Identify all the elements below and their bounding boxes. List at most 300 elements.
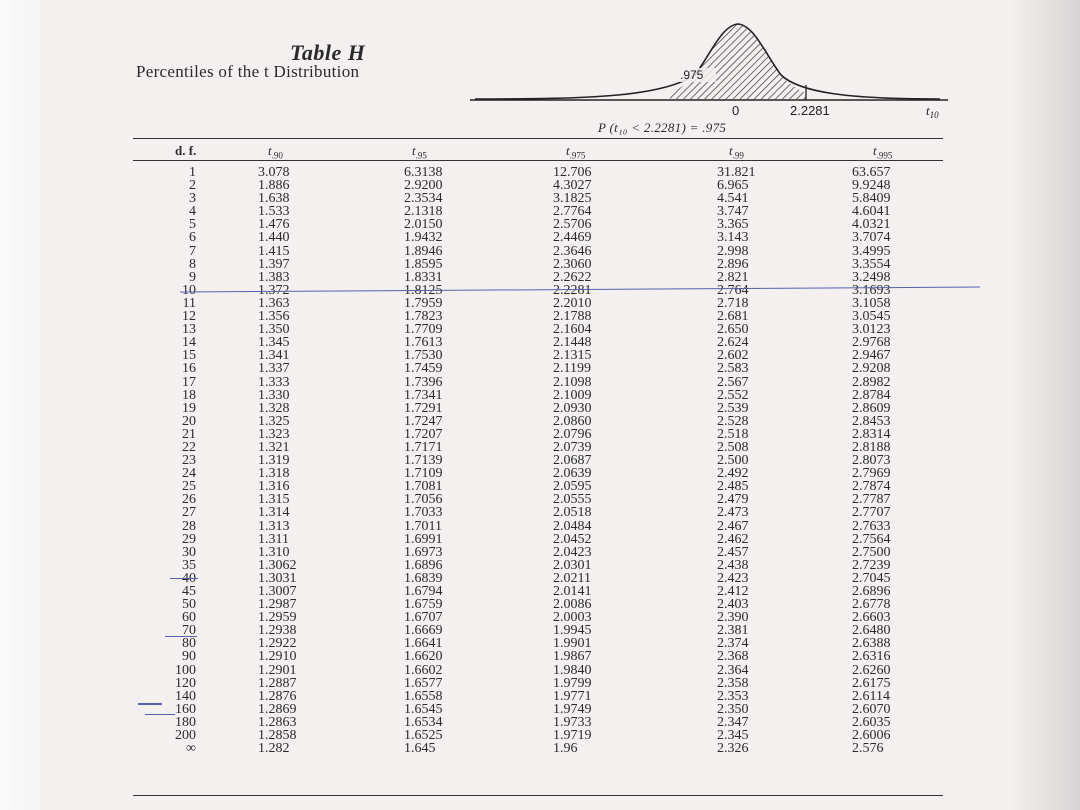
cell-df: 9	[189, 269, 196, 285]
cell-t90: 1.310	[258, 544, 290, 560]
table-row	[0, 677, 1080, 690]
cell-t95: 1.6641	[404, 636, 443, 652]
cell-t995: 2.6778	[852, 597, 891, 613]
cell-t99: 2.508	[717, 439, 749, 455]
cell-t90: 1.2987	[258, 597, 297, 613]
t-distribution-figure	[470, 15, 950, 123]
cell-t90: 1.533	[258, 204, 290, 220]
cell-df: 16	[182, 361, 196, 377]
table-row	[0, 598, 1080, 611]
table-row	[0, 572, 1080, 585]
cell-t995: 2.9208	[852, 361, 891, 377]
cell-t995: 2.7707	[852, 505, 891, 521]
probability-caption: P (t₁₀ < 2.2281) = .975	[598, 120, 727, 135]
cell-df: ∞	[186, 741, 196, 757]
cell-t975: 1.9799	[553, 675, 592, 691]
table-row	[0, 389, 1080, 402]
cell-t95: 1.6534	[404, 714, 443, 730]
cell-t95: 1.8331	[404, 269, 443, 285]
cell-t99: 2.326	[717, 741, 749, 757]
cell-t975: 2.1009	[553, 387, 592, 403]
cell-t90: 1.2863	[258, 714, 297, 730]
pen-mark-30	[170, 578, 198, 579]
cell-t975: 4.3027	[553, 178, 592, 194]
cell-t95: 1.7530	[404, 348, 443, 364]
cell-t90: 1.363	[258, 295, 290, 311]
cell-t90: 1.315	[258, 492, 290, 508]
cell-df: 24	[182, 466, 196, 482]
cell-t99: 2.374	[717, 636, 749, 652]
cell-df: 80	[182, 636, 196, 652]
cell-t995: 3.4995	[852, 243, 891, 259]
zero-label: 0	[732, 103, 740, 118]
cell-df: 2	[189, 178, 196, 194]
cell-t95: 1.7171	[404, 439, 443, 455]
table-row	[0, 520, 1080, 533]
table-row	[0, 716, 1080, 729]
cell-t995: 2.6006	[852, 728, 891, 744]
cell-df: 7	[189, 243, 196, 259]
cell-t975: 2.2281	[553, 282, 592, 298]
cell-t95: 1.7056	[404, 492, 443, 508]
cell-t90: 1.321	[258, 439, 290, 455]
cell-t90: 1.2858	[258, 728, 297, 744]
cell-t975: 2.0086	[553, 597, 592, 613]
cell-t99: 3.747	[717, 204, 749, 220]
pen-mark-50	[165, 636, 197, 637]
cell-t99: 2.624	[717, 335, 749, 351]
cell-t99: 4.541	[717, 191, 749, 207]
table-row	[0, 454, 1080, 467]
cell-t995: 2.9768	[852, 335, 891, 351]
cell-t90: 3.078	[258, 165, 290, 180]
pen-mark-100	[138, 703, 162, 705]
cell-t99: 2.345	[717, 728, 749, 744]
table-row	[0, 271, 1080, 284]
table-row	[0, 402, 1080, 415]
cell-t99: 2.358	[717, 675, 749, 691]
cell-t975: 2.0595	[553, 479, 592, 495]
cell-df: 26	[182, 492, 196, 508]
cell-t95: 1.6558	[404, 688, 443, 704]
cell-t90: 1.2887	[258, 675, 297, 691]
cell-df: 27	[182, 505, 196, 521]
table-row	[0, 192, 1080, 205]
cell-df: 20	[182, 413, 196, 429]
cell-t95: 1.6545	[404, 701, 443, 717]
cell-df: 30	[182, 544, 196, 560]
cell-t995: 2.8073	[852, 453, 891, 469]
cell-t99: 31.821	[717, 165, 756, 180]
cell-t995: 2.6896	[852, 584, 891, 599]
cell-t95: 1.7081	[404, 479, 443, 495]
cell-t975: 2.2622	[553, 269, 592, 285]
cell-t975: 12.706	[553, 165, 592, 180]
cell-t99: 2.518	[717, 426, 749, 442]
cell-t90: 1.3007	[258, 584, 297, 599]
cell-t90: 1.337	[258, 361, 290, 377]
cell-t90: 1.440	[258, 230, 290, 246]
table-row	[0, 258, 1080, 271]
cell-t995: 2.6480	[852, 623, 891, 639]
cell-t975: 2.1199	[553, 361, 591, 377]
header-t90: $t_{.90}$	[268, 143, 283, 161]
table-row	[0, 480, 1080, 493]
table-row	[0, 493, 1080, 506]
cell-df: 29	[182, 531, 196, 547]
cell-df: 120	[175, 675, 196, 691]
cell-t975: 2.1098	[553, 374, 592, 390]
cell-t995: 2.6388	[852, 636, 891, 652]
cell-df: 25	[182, 479, 196, 495]
cell-df: 3	[189, 191, 196, 207]
cell-t90: 1.328	[258, 400, 290, 416]
cell-t90: 1.330	[258, 387, 290, 403]
table-row	[0, 585, 1080, 598]
table-row	[0, 245, 1080, 258]
cell-t90: 1.325	[258, 413, 290, 429]
cell-df: 11	[182, 295, 196, 311]
cell-t90: 1.886	[258, 178, 290, 194]
cell-t99: 2.485	[717, 479, 749, 495]
table-row	[0, 336, 1080, 349]
cell-t95: 1.6896	[404, 557, 443, 573]
cell-t995: 9.9248	[852, 178, 891, 194]
table-row	[0, 415, 1080, 428]
cell-t95: 1.7709	[404, 322, 443, 338]
table-title: Table H	[290, 40, 366, 65]
cell-t95: 1.8946	[404, 243, 443, 259]
cell-t99: 2.718	[717, 295, 749, 311]
cell-t995: 3.0123	[852, 322, 891, 338]
cell-t99: 2.539	[717, 400, 749, 416]
cell-t95: 1.9432	[404, 230, 443, 246]
cell-t95: 1.7959	[404, 295, 443, 311]
table-row	[0, 231, 1080, 244]
cell-df: 18	[182, 387, 196, 403]
cell-df: 17	[182, 374, 196, 390]
cell-t90: 1.313	[258, 518, 290, 534]
cell-t975: 1.9733	[553, 714, 592, 730]
table-row	[0, 297, 1080, 310]
cell-df: 6	[189, 230, 196, 246]
cell-df: 45	[182, 584, 196, 599]
cell-t95: 1.7109	[404, 466, 443, 482]
cell-t95: 1.6759	[404, 597, 443, 613]
cell-t975: 2.1315	[553, 348, 592, 364]
cell-t995: 2.6316	[852, 649, 891, 665]
cell-t95: 1.7033	[404, 505, 443, 521]
table-row	[0, 637, 1080, 650]
cell-t995: 3.1693	[852, 282, 891, 298]
cell-t99: 6.965	[717, 178, 749, 194]
cell-t995: 2.8453	[852, 413, 891, 429]
cell-t95: 1.6525	[404, 728, 443, 744]
cell-df: 100	[175, 662, 196, 678]
cell-t995: 4.6041	[852, 204, 891, 220]
cell-t975: 1.9867	[553, 649, 592, 665]
cell-t995: 2.6035	[852, 714, 891, 730]
cell-df: 70	[182, 623, 196, 639]
cell-t90: 1.2869	[258, 701, 297, 717]
cell-t99: 2.492	[717, 466, 749, 482]
top-rule	[133, 138, 943, 139]
table-subtitle: Percentiles of the t Distribution	[136, 62, 360, 81]
table-row	[0, 441, 1080, 454]
cell-t995: 2.6603	[852, 610, 891, 626]
cell-t90: 1.318	[258, 466, 290, 482]
cell-t95: 1.6991	[404, 531, 443, 547]
cell-t995: 2.8314	[852, 426, 891, 442]
cell-t995: 2.9467	[852, 348, 891, 364]
cell-t995: 2.8784	[852, 387, 891, 403]
cell-df: 21	[182, 426, 196, 442]
cell-t95: 2.1318	[404, 204, 443, 220]
cell-t995: 2.7969	[852, 466, 891, 482]
cell-t99: 2.552	[717, 387, 749, 403]
axis-label: $t_{10}$	[926, 103, 939, 120]
cell-t95: 1.6620	[404, 649, 443, 665]
cell-t99: 2.364	[717, 662, 749, 678]
header-df: d. f.	[175, 143, 197, 158]
cell-t90: 1.323	[258, 426, 290, 442]
cell-t95: 1.6839	[404, 570, 443, 586]
cell-t90: 1.3031	[258, 570, 297, 586]
table-row	[0, 546, 1080, 559]
cell-t90: 1.3062	[258, 557, 297, 573]
cell-t995: 2.7500	[852, 544, 891, 560]
cell-t995: 3.3554	[852, 256, 891, 272]
cell-t95: 1.8595	[404, 256, 443, 272]
cell-t99: 3.365	[717, 217, 749, 233]
cell-t975: 2.1448	[553, 335, 592, 351]
cell-t99: 2.368	[717, 649, 749, 665]
cell-t90: 1.2938	[258, 623, 297, 639]
cell-t90: 1.415	[258, 243, 290, 259]
cell-t99: 2.467	[717, 518, 749, 534]
cell-t975: 2.0739	[553, 439, 592, 455]
table-body	[0, 166, 1080, 755]
cell-t99: 2.567	[717, 374, 749, 390]
cell-t90: 1.356	[258, 309, 290, 325]
cell-t975: 1.9901	[553, 636, 592, 652]
cell-t975: 2.0423	[553, 544, 592, 560]
cell-t95: 2.9200	[404, 178, 443, 194]
cell-t90: 1.333	[258, 374, 290, 390]
cell-t975: 2.0518	[553, 505, 592, 521]
cell-t975: 2.0555	[553, 492, 592, 508]
cell-t975: 2.2010	[553, 295, 592, 311]
table-row	[0, 611, 1080, 624]
cell-df: 8	[189, 256, 196, 272]
cell-t975: 2.5706	[553, 217, 592, 233]
cell-t995: 2.7564	[852, 531, 891, 547]
cell-t995: 2.6114	[852, 688, 890, 704]
cell-t95: 1.7011	[404, 518, 442, 534]
table-row	[0, 729, 1080, 742]
cell-t995: 2.8609	[852, 400, 891, 416]
cell-t99: 2.473	[717, 505, 749, 521]
header-rule	[133, 160, 943, 161]
table-row	[0, 624, 1080, 637]
cell-t99: 2.998	[717, 243, 749, 259]
table-row	[0, 650, 1080, 663]
cell-t99: 2.423	[717, 570, 749, 586]
cell-t99: 2.390	[717, 610, 749, 626]
cell-t95: 6.3138	[404, 165, 443, 180]
cell-t99: 2.479	[717, 492, 749, 508]
cell-t95: 2.0150	[404, 217, 443, 233]
table-row	[0, 690, 1080, 703]
cell-t975: 2.1604	[553, 322, 592, 338]
cell-t995: 2.7874	[852, 479, 891, 495]
table-row	[0, 205, 1080, 218]
table-row	[0, 559, 1080, 572]
cell-df: 15	[182, 348, 196, 364]
cell-t995: 2.6070	[852, 701, 891, 717]
cell-t95: 1.7823	[404, 309, 443, 325]
cell-t975: 2.0452	[553, 531, 592, 547]
cell-t99: 2.528	[717, 413, 749, 429]
cell-t95: 1.645	[404, 741, 436, 757]
cell-t90: 1.2910	[258, 649, 297, 665]
cell-t95: 1.6669	[404, 623, 443, 639]
cell-t975: 2.0141	[553, 584, 592, 599]
cell-t95: 2.3534	[404, 191, 443, 207]
cell-df: 12	[182, 309, 196, 325]
cell-t99: 2.350	[717, 701, 749, 717]
cell-t975: 2.3646	[553, 243, 592, 259]
cell-t995: 4.0321	[852, 217, 891, 233]
cell-t975: 1.9719	[553, 728, 592, 744]
table-row	[0, 664, 1080, 677]
cell-df: 35	[182, 557, 196, 573]
cell-t995: 3.7074	[852, 230, 891, 246]
cell-t995: 2.7787	[852, 492, 891, 508]
cell-t90: 1.314	[258, 505, 290, 521]
table-row	[0, 179, 1080, 192]
cell-t95: 1.6973	[404, 544, 443, 560]
cell-t975: 1.9840	[553, 662, 592, 678]
cell-t99: 2.764	[717, 282, 749, 298]
cell-df: 140	[175, 688, 196, 704]
table-row	[0, 742, 1080, 755]
cell-t99: 2.650	[717, 322, 749, 338]
cell-t99: 2.500	[717, 453, 749, 469]
cell-t95: 1.6577	[404, 675, 443, 691]
cell-df: 28	[182, 518, 196, 534]
cell-t95: 1.7613	[404, 335, 443, 351]
cell-t995: 2.6260	[852, 662, 891, 678]
cell-t90: 1.476	[258, 217, 290, 233]
cell-t95: 1.7207	[404, 426, 443, 442]
cell-t995: 3.0545	[852, 309, 891, 325]
table-row	[0, 323, 1080, 336]
cell-df: 90	[182, 649, 196, 665]
cell-t99: 2.821	[717, 269, 749, 285]
cell-t95: 1.6707	[404, 610, 443, 626]
cell-t975: 2.0930	[553, 400, 592, 416]
cell-t95: 1.7247	[404, 413, 443, 429]
cell-t975: 2.0211	[553, 570, 591, 586]
header-t95: $t_{.95}$	[412, 143, 427, 161]
cell-t99: 2.438	[717, 557, 749, 573]
cell-df: 160	[175, 701, 196, 717]
cell-t90: 1.2922	[258, 636, 297, 652]
cell-t99: 2.583	[717, 361, 749, 377]
cell-t975: 3.1825	[553, 191, 592, 207]
table-row	[0, 533, 1080, 546]
critical-label: 2.2281	[790, 103, 830, 118]
cell-df: 60	[182, 610, 196, 626]
cell-t90: 1.311	[258, 531, 289, 547]
cell-df: 4	[189, 204, 196, 220]
cell-df: 180	[175, 714, 196, 730]
table-row	[0, 467, 1080, 480]
cell-t90: 1.383	[258, 269, 290, 285]
cell-t90: 1.316	[258, 479, 290, 495]
cell-t90: 1.638	[258, 191, 290, 207]
area-label: .975	[680, 68, 704, 82]
cell-df: 50	[182, 597, 196, 613]
cell-t90: 1.345	[258, 335, 290, 351]
cell-t90: 1.2959	[258, 610, 297, 626]
table-row	[0, 362, 1080, 375]
cell-t975: 2.3060	[553, 256, 592, 272]
cell-t995: 5.8409	[852, 191, 891, 207]
cell-t95: 1.8125	[404, 282, 443, 298]
table-row	[0, 349, 1080, 362]
cell-t975: 2.0003	[553, 610, 592, 626]
cell-t995: 63.657	[852, 165, 891, 180]
cell-t99: 2.412	[717, 584, 749, 599]
cell-df: 40	[182, 570, 196, 586]
bottom-rule	[133, 795, 943, 796]
cell-t995: 2.6175	[852, 675, 891, 691]
header-t99: $t_{.99}$	[729, 143, 744, 161]
cell-t95: 1.6602	[404, 662, 443, 678]
cell-t995: 2.8188	[852, 439, 891, 455]
cell-t975: 1.9945	[553, 623, 592, 639]
cell-t975: 2.4469	[553, 230, 592, 246]
cell-df: 22	[182, 439, 196, 455]
cell-t995: 3.2498	[852, 269, 891, 285]
cell-t99: 2.457	[717, 544, 749, 560]
cell-t99: 2.681	[717, 309, 749, 325]
cell-t975: 2.0639	[553, 466, 592, 482]
cell-t90: 1.2876	[258, 688, 297, 704]
cell-t995: 2.7633	[852, 518, 891, 534]
shaded-area	[475, 24, 806, 99]
cell-t90: 1.282	[258, 741, 290, 757]
table-row	[0, 506, 1080, 519]
cell-t995: 2.8982	[852, 374, 891, 390]
cell-t99: 2.381	[717, 623, 749, 639]
cell-t975: 1.9749	[553, 701, 592, 717]
table-row	[0, 376, 1080, 389]
header-t995: $t_{.995}$	[873, 143, 893, 161]
cell-t99: 3.143	[717, 230, 749, 246]
cell-t975: 2.1788	[553, 309, 592, 325]
cell-t975: 2.0687	[553, 453, 592, 469]
cell-t99: 2.403	[717, 597, 749, 613]
cell-t995: 2.7045	[852, 570, 891, 586]
cell-t975: 2.0484	[553, 518, 592, 534]
table-row	[0, 310, 1080, 323]
cell-t995: 2.576	[852, 741, 884, 757]
pen-mark-120	[145, 714, 175, 715]
cell-df: 23	[182, 453, 196, 469]
